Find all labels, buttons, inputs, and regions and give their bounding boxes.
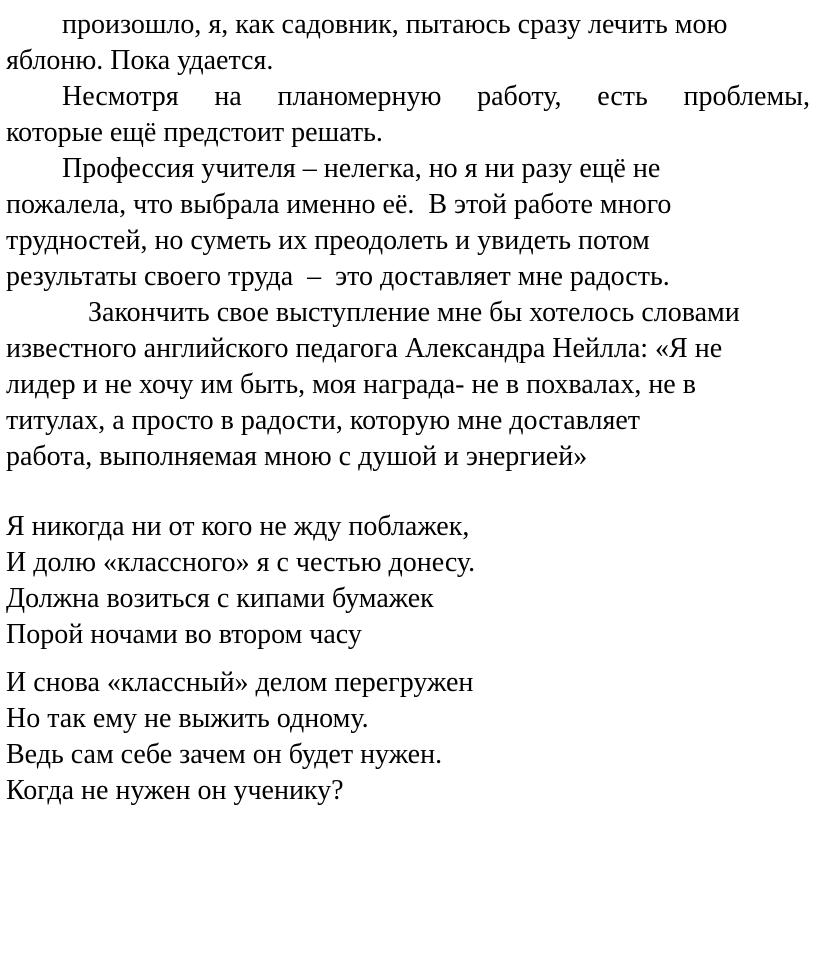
paragraph-4-line-2: известного английского педагога Александра Нейлла: «Я не <box>6 333 723 364</box>
poem-stanza-2-line-3: Ведь сам себе зачем он будет нужен. <box>6 739 443 770</box>
poem-stanza-1-line-3: Должна возиться с кипами бумажек <box>6 583 434 614</box>
paragraph-3-line-2: пожалела, что выбрала именно её. В этой работе много <box>6 189 672 220</box>
paragraph-3-line-4: результаты своего труда – это доставляет мне радость. <box>6 261 670 292</box>
poem-stanza-1-line-4: Порой ночами во втором часу <box>6 619 362 650</box>
poem-stanza-1-line-2: И долю «классного» я с честью донесу. <box>6 547 476 578</box>
poem-stanza-1-line-1: Я никогда ни от кого не жду поблажек, <box>6 511 470 542</box>
paragraph-4-line-4: титулах, а просто в радости, которую мне доставляет <box>6 405 641 436</box>
poem-stanza-2-line-4: Когда не нужен он ученику? <box>6 775 344 806</box>
paragraph-2-line-1: Несмотря на планомерную работу, есть проблемы, <box>62 81 810 112</box>
paragraph-4-line-3: лидер и не хочу им быть, моя награда- не в похвалах, не в <box>6 369 696 400</box>
paragraph-1-line-1: произошло, я, как садовник, пытаюсь сразу лечить мою <box>62 9 728 40</box>
paragraph-4-line-5: работа, выполняемая мною с душой и энергией» <box>6 441 588 472</box>
poem-stanza-2-line-2: Но так ему не выжить одному. <box>6 703 369 734</box>
paragraph-3-line-3: трудностей, но суметь их преодолеть и увидеть потом <box>6 225 650 256</box>
paragraph-2-line-2: которые ещё предстоит решать. <box>6 117 383 148</box>
paragraph-4-line-1: Закончить свое выступление мне бы хотелось словами <box>88 297 740 328</box>
paragraph-3-line-1: Профессия учителя – нелегка, но я ни разу ещё не <box>62 153 661 184</box>
paragraph-1-line-2: яблоню. Пока удается. <box>6 45 274 76</box>
poem-stanza-2-line-1: И снова «классный» делом перегружен <box>6 667 474 698</box>
